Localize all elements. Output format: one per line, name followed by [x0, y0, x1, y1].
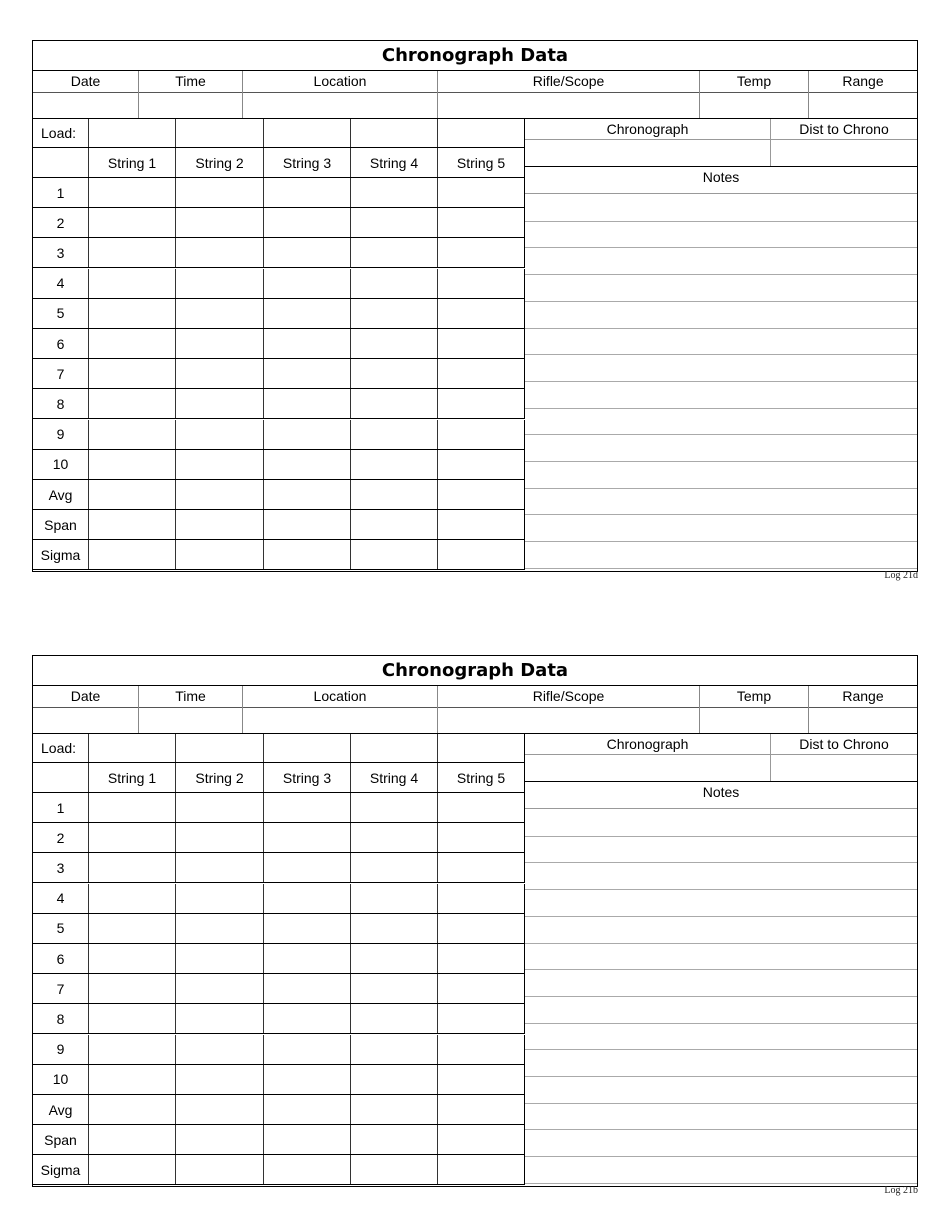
shot-row [33, 793, 525, 823]
shot-row [33, 914, 525, 944]
row-label: 6 [33, 944, 89, 973]
row-label: 7 [33, 359, 89, 388]
velocity-field[interactable] [438, 510, 525, 539]
header-date-label: Date [33, 71, 139, 92]
velocity-field[interactable] [438, 853, 525, 882]
row-label: 2 [33, 823, 89, 852]
velocity-field[interactable] [176, 208, 264, 237]
load-field[interactable] [351, 119, 438, 147]
header-temp-label: Temp [700, 71, 809, 92]
header-range-field[interactable] [809, 91, 917, 118]
shot-row [33, 329, 525, 359]
velocity-field[interactable] [351, 1155, 438, 1184]
notes-line[interactable] [525, 381, 917, 382]
velocity-field[interactable] [351, 450, 438, 479]
velocity-field[interactable] [176, 540, 264, 569]
velocity-field[interactable] [176, 1065, 264, 1094]
shot-row [33, 238, 525, 268]
velocity-field[interactable] [89, 420, 176, 449]
velocity-field[interactable] [264, 1155, 351, 1184]
shot-row [33, 944, 525, 974]
row-label: 4 [33, 269, 89, 298]
velocity-field[interactable] [264, 238, 351, 267]
string-header-row [33, 148, 525, 178]
velocity-field[interactable] [351, 914, 438, 943]
shot-row [33, 389, 525, 419]
velocity-field[interactable] [438, 269, 525, 298]
header-values-row [33, 91, 917, 119]
velocity-field[interactable] [264, 853, 351, 882]
notes-line[interactable] [525, 862, 917, 863]
velocity-field[interactable] [351, 269, 438, 298]
chrono-value-row [525, 140, 917, 167]
row-label: 9 [33, 420, 89, 449]
velocity-field[interactable] [351, 510, 438, 539]
chronograph-form-bottom [32, 655, 918, 1187]
string-header: String 4 [351, 763, 438, 792]
velocity-field[interactable] [351, 853, 438, 882]
dist-to-chrono-label: Dist to Chrono [799, 121, 889, 137]
velocity-field[interactable] [438, 793, 525, 822]
header-rifle-scope-label: Rifle/Scope [438, 71, 700, 92]
shot-row [33, 359, 525, 389]
header-time-label: Time [139, 71, 243, 92]
load-field[interactable] [264, 734, 351, 762]
header-temp-field[interactable] [700, 91, 809, 118]
header-rifle-scope-field[interactable] [438, 91, 700, 118]
notes-line[interactable] [525, 1129, 917, 1130]
velocity-field[interactable] [351, 1095, 438, 1124]
shot-row [33, 178, 525, 208]
velocity-field[interactable] [438, 299, 525, 328]
velocity-field[interactable] [89, 974, 176, 1003]
velocity-field[interactable] [264, 450, 351, 479]
velocity-field[interactable] [176, 1035, 264, 1064]
load-field[interactable] [176, 734, 264, 762]
velocity-field[interactable] [351, 299, 438, 328]
velocity-field[interactable] [89, 450, 176, 479]
shot-row [33, 299, 525, 329]
header-range-label: Range [842, 73, 884, 89]
notes-line[interactable] [525, 1156, 917, 1157]
velocity-field[interactable] [264, 944, 351, 973]
load-field[interactable] [176, 119, 264, 147]
shot-row [33, 1004, 525, 1034]
right-panel [525, 733, 917, 1186]
notes-label: Notes [702, 784, 740, 800]
velocity-field[interactable] [351, 389, 438, 418]
header-location-label: Location [243, 686, 438, 707]
velocity-field[interactable] [351, 540, 438, 569]
velocity-field[interactable] [264, 389, 351, 418]
velocity-field[interactable] [176, 510, 264, 539]
velocity-field[interactable] [264, 823, 351, 852]
velocity-field[interactable] [351, 238, 438, 267]
velocity-field[interactable] [176, 238, 264, 267]
header-date-field[interactable] [33, 706, 139, 733]
log-number: Log 21d [884, 570, 918, 581]
row-label: Span [33, 510, 89, 539]
chronograph-field[interactable] [525, 140, 771, 166]
velocity-field[interactable] [264, 178, 351, 207]
form-title: Chronograph Data [381, 45, 569, 66]
velocity-field[interactable] [89, 823, 176, 852]
velocity-field[interactable] [89, 238, 176, 267]
string-header: String 1 [89, 148, 176, 177]
string-header: String 3 [264, 148, 351, 177]
row-label: 3 [33, 853, 89, 882]
shot-row [33, 1095, 525, 1125]
notes-line[interactable] [525, 221, 917, 222]
row-label: 1 [33, 178, 89, 207]
chronograph-form-top [32, 40, 918, 572]
load-field[interactable] [351, 734, 438, 762]
string-header: String 2 [176, 763, 264, 792]
velocity-field[interactable] [89, 178, 176, 207]
notes-line[interactable] [525, 836, 917, 837]
velocity-field[interactable] [351, 823, 438, 852]
velocity-field[interactable] [264, 793, 351, 822]
velocity-field[interactable] [89, 389, 176, 418]
velocity-field[interactable] [264, 540, 351, 569]
row-label: 7 [33, 974, 89, 1003]
load-field[interactable] [264, 119, 351, 147]
shot-row [33, 480, 525, 510]
row-label: 4 [33, 884, 89, 913]
load-field[interactable] [438, 119, 525, 147]
row-label: 1 [33, 793, 89, 822]
velocity-field[interactable] [351, 359, 438, 388]
velocity-field[interactable] [438, 329, 525, 358]
velocity-field[interactable] [264, 1125, 351, 1154]
row-label: 5 [33, 914, 89, 943]
string-header: String 1 [89, 763, 176, 792]
velocity-field[interactable] [89, 944, 176, 973]
velocity-field[interactable] [176, 944, 264, 973]
velocity-field[interactable] [264, 269, 351, 298]
load-label: Load: [33, 734, 89, 762]
notes-line[interactable] [525, 916, 917, 917]
velocity-field[interactable] [438, 178, 525, 207]
header-range-label: Range [842, 688, 884, 704]
header-labels-row [33, 70, 917, 93]
velocity-field[interactable] [176, 823, 264, 852]
chronograph-label: Chronograph [525, 119, 771, 139]
velocity-field[interactable] [438, 359, 525, 388]
velocity-field[interactable] [438, 1155, 525, 1184]
velocity-field[interactable] [89, 299, 176, 328]
row-label: 8 [33, 1004, 89, 1033]
velocity-field[interactable] [176, 914, 264, 943]
row-label: 5 [33, 299, 89, 328]
velocity-field[interactable] [351, 1125, 438, 1154]
velocity-field[interactable] [351, 1004, 438, 1033]
velocity-field[interactable] [176, 1095, 264, 1124]
velocity-field[interactable] [264, 974, 351, 1003]
velocity-field[interactable] [438, 450, 525, 479]
velocity-field[interactable] [264, 1065, 351, 1094]
string-header: String 2 [176, 148, 264, 177]
header-date-field[interactable] [33, 91, 139, 118]
shot-row [33, 208, 525, 238]
header-values-row [33, 706, 917, 734]
row-label: 10 [33, 1065, 89, 1094]
notes-line[interactable] [525, 1049, 917, 1050]
velocity-field[interactable] [176, 480, 264, 509]
string-header-row [33, 763, 525, 793]
velocity-field[interactable] [438, 974, 525, 1003]
right-panel [525, 118, 917, 571]
string-header: String 3 [264, 763, 351, 792]
shot-row [33, 540, 525, 570]
velocity-field[interactable] [176, 299, 264, 328]
shot-row [33, 884, 525, 914]
velocity-field[interactable] [438, 1095, 525, 1124]
chronograph-label: Chronograph [525, 734, 771, 754]
string-header: String 5 [438, 148, 525, 177]
velocity-field[interactable] [89, 884, 176, 913]
velocity-field[interactable] [176, 450, 264, 479]
row-label: 10 [33, 450, 89, 479]
row-label: Avg [33, 480, 89, 509]
velocity-field[interactable] [89, 1095, 176, 1124]
velocity-field[interactable] [176, 1155, 264, 1184]
notes-label: Notes [702, 169, 740, 185]
velocity-field[interactable] [438, 208, 525, 237]
velocity-field[interactable] [176, 1004, 264, 1033]
velocity-field[interactable] [351, 884, 438, 913]
velocity-field[interactable] [176, 269, 264, 298]
header-temp-field[interactable] [700, 706, 809, 733]
load-field[interactable] [89, 119, 176, 147]
shot-row [33, 269, 525, 299]
chrono-label-row [525, 118, 917, 140]
velocity-field[interactable] [351, 974, 438, 1003]
velocity-field[interactable] [176, 389, 264, 418]
form-title: Chronograph Data [381, 660, 569, 681]
velocity-field[interactable] [264, 420, 351, 449]
row-label: 3 [33, 238, 89, 267]
velocity-grid [33, 118, 525, 571]
velocity-field[interactable] [89, 793, 176, 822]
dist-to-chrono-label: Dist to Chrono [799, 736, 889, 752]
row-label: 8 [33, 389, 89, 418]
velocity-field[interactable] [438, 1065, 525, 1094]
velocity-field[interactable] [351, 793, 438, 822]
header-labels-row [33, 685, 917, 708]
shot-row [33, 510, 525, 540]
row-label: 6 [33, 329, 89, 358]
velocity-field[interactable] [351, 420, 438, 449]
velocity-field[interactable] [176, 178, 264, 207]
velocity-field[interactable] [89, 480, 176, 509]
velocity-field[interactable] [89, 208, 176, 237]
velocity-field[interactable] [176, 853, 264, 882]
velocity-field[interactable] [89, 269, 176, 298]
velocity-field[interactable] [264, 359, 351, 388]
notes-line[interactable] [525, 943, 917, 944]
corner-cell [33, 763, 89, 792]
velocity-field[interactable] [264, 884, 351, 913]
velocity-field[interactable] [264, 1095, 351, 1124]
notes-line[interactable] [525, 328, 917, 329]
notes-line[interactable] [525, 1103, 917, 1104]
notes-line[interactable] [525, 889, 917, 890]
velocity-field[interactable] [351, 480, 438, 509]
shot-row [33, 1125, 525, 1155]
velocity-field[interactable] [438, 823, 525, 852]
notes-line[interactable] [525, 1076, 917, 1077]
header-location-label: Location [243, 71, 438, 92]
notes-header [525, 782, 917, 809]
velocity-grid [33, 733, 525, 1186]
header-range-field[interactable] [809, 706, 917, 733]
shot-row [33, 853, 525, 883]
load-row [33, 733, 525, 763]
notes-line[interactable] [525, 488, 917, 489]
header-time-field[interactable] [139, 91, 243, 118]
chronograph-field[interactable] [525, 755, 771, 781]
velocity-field[interactable] [438, 944, 525, 973]
shot-row [33, 450, 525, 480]
velocity-field[interactable] [438, 480, 525, 509]
velocity-field[interactable] [89, 1035, 176, 1064]
velocity-field[interactable] [264, 1004, 351, 1033]
velocity-field[interactable] [89, 914, 176, 943]
velocity-field[interactable] [438, 1035, 525, 1064]
velocity-field[interactable] [176, 974, 264, 1003]
dist-to-chrono-field[interactable] [771, 140, 917, 166]
notes-line[interactable] [525, 461, 917, 462]
header-temp-label: Temp [700, 686, 809, 707]
shot-row [33, 420, 525, 450]
header-date-label: Date [33, 686, 139, 707]
notes-line[interactable] [525, 568, 917, 569]
velocity-field[interactable] [89, 359, 176, 388]
notes-line[interactable] [525, 434, 917, 435]
velocity-field[interactable] [264, 914, 351, 943]
shot-row [33, 1155, 525, 1185]
string-header: String 5 [438, 763, 525, 792]
notes-line[interactable] [525, 1183, 917, 1184]
shot-row [33, 1065, 525, 1095]
notes-line[interactable] [525, 408, 917, 409]
velocity-field[interactable] [351, 329, 438, 358]
row-label: Sigma [33, 1155, 89, 1184]
header-location-field[interactable] [243, 706, 438, 733]
header-time-field[interactable] [139, 706, 243, 733]
velocity-field[interactable] [89, 1155, 176, 1184]
shot-row [33, 823, 525, 853]
dist-to-chrono-field[interactable] [771, 755, 917, 781]
row-label: Span [33, 1125, 89, 1154]
chrono-label-row [525, 733, 917, 755]
load-label: Load: [33, 119, 89, 147]
velocity-field[interactable] [351, 208, 438, 237]
velocity-field[interactable] [438, 914, 525, 943]
row-label: 9 [33, 1035, 89, 1064]
header-rifle-scope-field[interactable] [438, 706, 700, 733]
velocity-field[interactable] [264, 510, 351, 539]
velocity-field[interactable] [351, 944, 438, 973]
velocity-field[interactable] [438, 238, 525, 267]
velocity-field[interactable] [176, 359, 264, 388]
row-label: 2 [33, 208, 89, 237]
velocity-field[interactable] [264, 299, 351, 328]
header-location-field[interactable] [243, 91, 438, 118]
velocity-field[interactable] [264, 1035, 351, 1064]
load-field[interactable] [438, 734, 525, 762]
notes-line[interactable] [525, 996, 917, 997]
velocity-field[interactable] [351, 1035, 438, 1064]
load-row [33, 118, 525, 148]
string-header: String 4 [351, 148, 438, 177]
row-label: Sigma [33, 540, 89, 569]
velocity-field[interactable] [89, 1125, 176, 1154]
velocity-field[interactable] [438, 1125, 525, 1154]
velocity-field[interactable] [89, 1065, 176, 1094]
velocity-field[interactable] [89, 1004, 176, 1033]
notes-line[interactable] [525, 247, 917, 248]
notes-line[interactable] [525, 354, 917, 355]
corner-cell [33, 148, 89, 177]
velocity-field[interactable] [438, 540, 525, 569]
load-field[interactable] [89, 734, 176, 762]
notes-line[interactable] [525, 301, 917, 302]
header-time-label: Time [139, 686, 243, 707]
chrono-value-row [525, 755, 917, 782]
velocity-field[interactable] [264, 208, 351, 237]
velocity-field[interactable] [438, 884, 525, 913]
log-number: Log 21b [884, 1185, 918, 1196]
shot-row [33, 1035, 525, 1065]
velocity-field[interactable] [89, 510, 176, 539]
velocity-field[interactable] [89, 853, 176, 882]
velocity-field[interactable] [89, 540, 176, 569]
velocity-field[interactable] [264, 329, 351, 358]
notes-line[interactable] [525, 1023, 917, 1024]
velocity-field[interactable] [351, 178, 438, 207]
velocity-field[interactable] [351, 1065, 438, 1094]
velocity-field[interactable] [438, 420, 525, 449]
shot-row [33, 974, 525, 1004]
notes-header [525, 167, 917, 194]
notes-line[interactable] [525, 514, 917, 515]
velocity-field[interactable] [438, 389, 525, 418]
velocity-field[interactable] [438, 1004, 525, 1033]
velocity-field[interactable] [176, 793, 264, 822]
notes-line[interactable] [525, 274, 917, 275]
velocity-field[interactable] [264, 480, 351, 509]
notes-line[interactable] [525, 969, 917, 970]
velocity-field[interactable] [89, 329, 176, 358]
velocity-field[interactable] [176, 1125, 264, 1154]
velocity-field[interactable] [176, 329, 264, 358]
velocity-field[interactable] [176, 420, 264, 449]
header-rifle-scope-label: Rifle/Scope [438, 686, 700, 707]
row-label: Avg [33, 1095, 89, 1124]
notes-line[interactable] [525, 541, 917, 542]
velocity-field[interactable] [176, 884, 264, 913]
